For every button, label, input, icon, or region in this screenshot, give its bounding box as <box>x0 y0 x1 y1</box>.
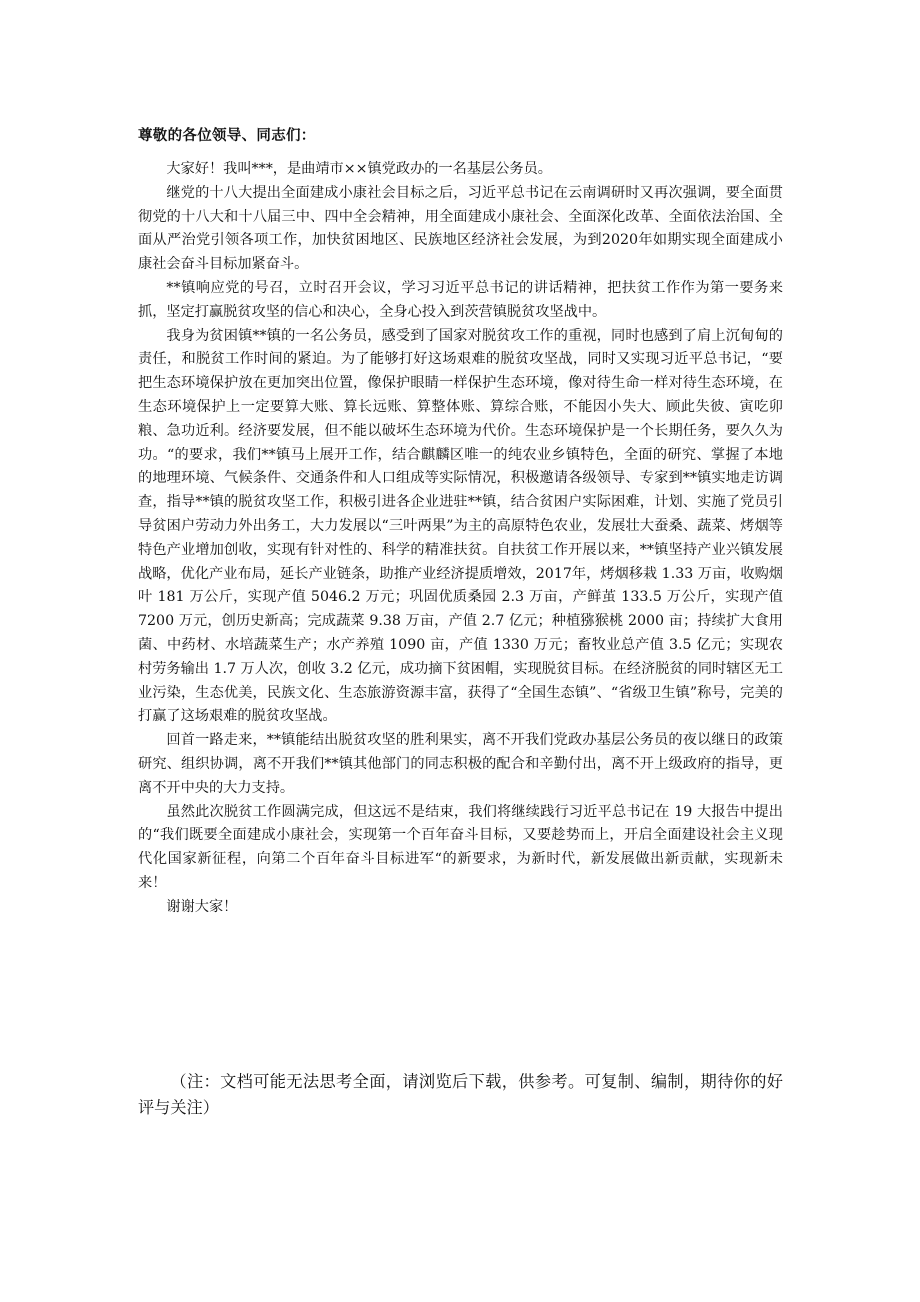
speech-body <box>138 158 783 920</box>
salutation: 尊敬的各位领导、同志们： <box>138 128 316 144</box>
paragraph-background: 继党的十八大提出全面建成小康社会目标之后，习近平总书记在云南调研时又再次强调，要全面贯彻党的十八大和十八届三中、四中全会精神，用全面建成小康社会、全面深化改革、全面依法治国、全面从严治党引领各项工作，加快贫困地区、民族地区经济社会发展，为到2020年如期实现全面建成小康社会奋斗目标加紧奋斗。 <box>138 184 783 273</box>
paragraph-response: **镇响应党的号召，立时召开会议，学习习近平总书记的讲话精神，把扶贫工作作为第一要务来抓，坚定打赢脱贫攻坚的信心和决心，全身心投入到茨营镇脱贫攻坚战中。 <box>138 279 783 320</box>
paragraph-future: 虽然此次脱贫工作圆满完成，但这远不是结束，我们将继续践行习近平总书记在 19 大报告中提出的“我们既要全面建成小康社会，实现第一个百年奋斗目标，又要趁势而上，开启全面建设社会主义现代化国家新征程，向第二个百年奋斗目标进军“的新要求，为新时代，新发展做出新贡献，实现新未来！ <box>138 803 783 891</box>
paragraph-thanks: 谢谢大家！ <box>166 898 238 915</box>
paragraph-greeting: 大家好！我叫***，是曲靖市××镇党政办的一名基层公务员。 <box>166 161 552 177</box>
paragraph-achievements: 我身为贫困镇**镇的一名公务员，感受到了国家对脱贫攻工作的重视，同时也感到了肩上沉甸甸的责任，和脱贫工作时间的紧迫。为了能够打好这场艰难的脱贫攻坚战，同时又实现习近平总书记，“要把生态环境保护放在更加突出位置，像保护眼睛一样保护生态环境，像对待生命一样对待生态环境，在生态环境保护上一定要算大账、算长远账、算整体账、算综合账，不能因小失大、顾此失彼、寅吃卯粮、急功近利。经济要发展，但不能以破坏生态环境为代价。生态环境保护是一个长期任务，要久久为功。“的要求，我们**镇马上展开工作，结合麒麟区唯一的纯农业乡镇特色，全面的研究、掌握了本地的地理环境、气候条件、交通条件和人口组成等实际情况，积极邀请各级领导、专家到**镇实地走访调查，指导**镇的脱贫攻坚工作，积极引进各企业进驻**镇，结合贫困户实际困难，计划、实施了党员引导贫困户劳动力外出务工，大力发展以“三叶两果”为主的高原特色农业，发展壮大蚕桑、蔬菜、烤烟等特色产业增加创收，实现有针对性的、科学的精准扶贫。自扶贫工作开展以来，**镇坚持产业兴镇发展战略，优化产业布局，延长产业链条，助推产业经济提质增效，2017年，烤烟移栽 1.33 万亩，收购烟叶 181 万公斤，实现产值 5046.2 万元；巩固优质桑园 2.3 万亩，产鲜茧 133.5 万公斤，实现产值 7200 万元，创历史新高；完成蔬菜 9.38 万亩，产值 2.7 亿元；种植猕猴桃 2000 亩；持续扩大食用菌、中药材、水培蔬菜生产；水产养殖 1090 亩，产值 1330 万元；畜牧业总产值 3.5 亿元；实现农村劳务输出 1.7 万人次，创收 3.2 亿元，成功摘下贫困帽，实现脱贫目标。在经济脱贫的同时辖区无工业污染，生态优美，民族文化、生态旅游资源丰富，获得了“全国生态镇”、“省级卫生镇”称号，完美的打赢了这场艰难的脱贫攻坚战。 <box>138 327 783 725</box>
paragraph-reflection: 回首一路走来，**镇能结出脱贫攻坚的胜利果实，离不开我们党政办基层公务员的夜以继日的政策研究、组织协调，离不开我们**镇其他部门的同志积极的配合和辛勤付出，离不开上级政府的指导，更离不开中央的大力支持。 <box>138 732 783 796</box>
footnote: （注：文档可能无法思考全面，请浏览后下载，供参考。可复制、编制，期待你的好评与关注） <box>138 1072 783 1117</box>
